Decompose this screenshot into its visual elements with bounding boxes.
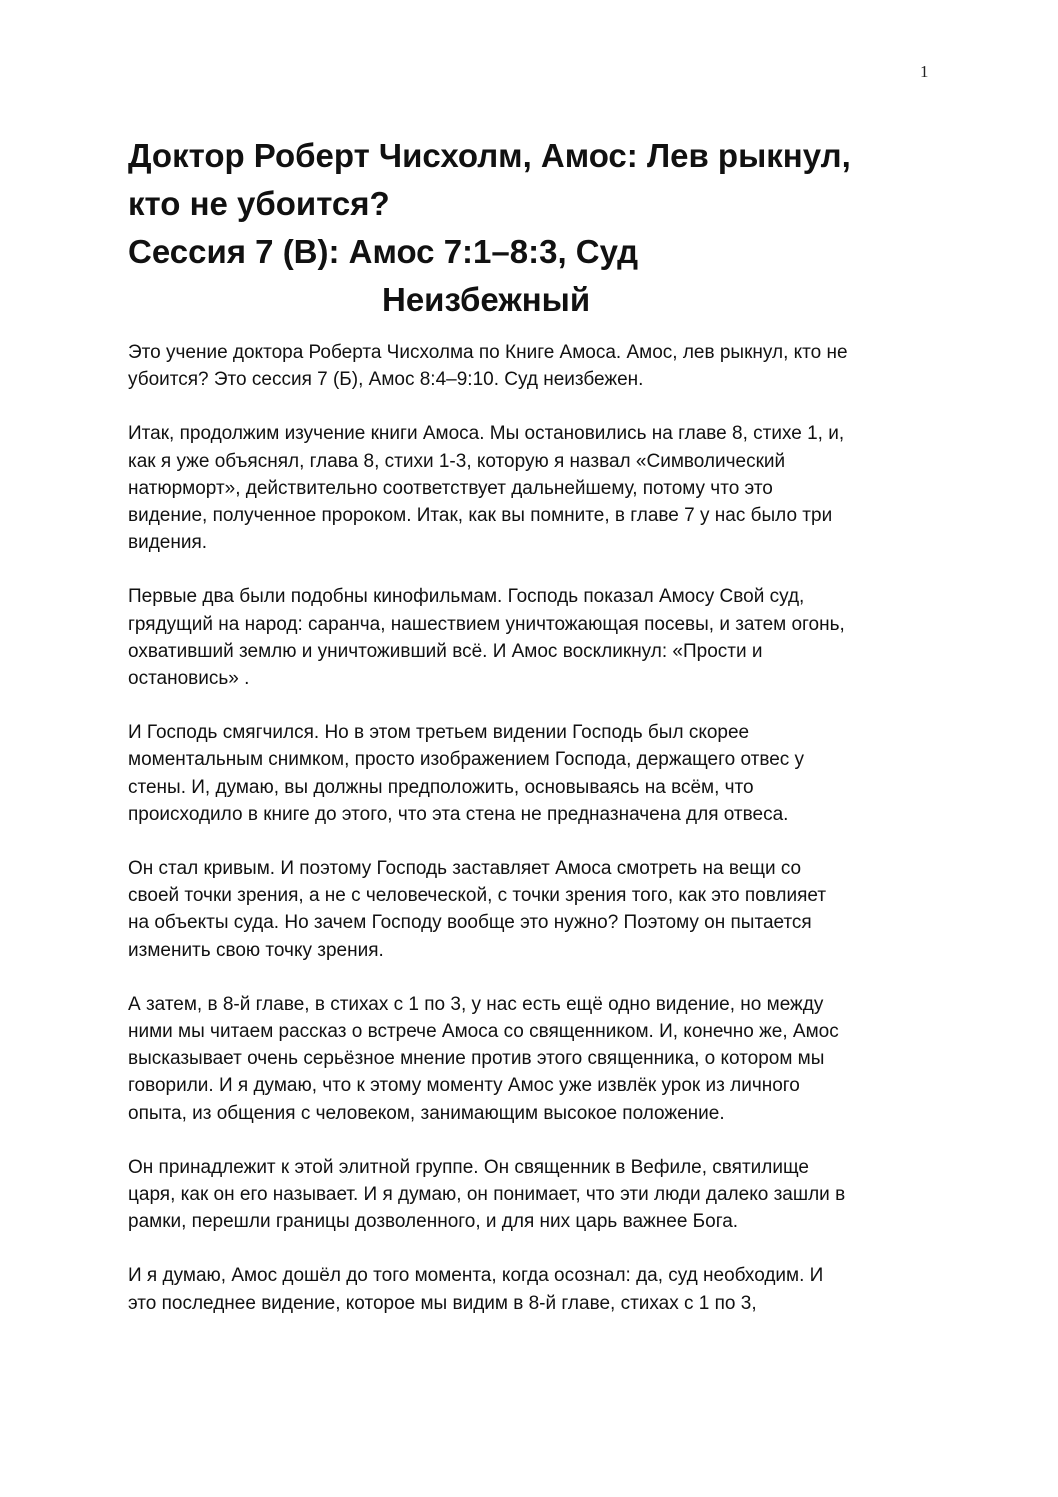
document-title xyxy=(128,132,928,324)
text-line: стены. И, думаю, вы должны предположить, основываясь на всём, что xyxy=(128,776,754,798)
text-line: как я уже объяснял, глава 8, стихи 1-3, которую я назвал «Символический xyxy=(128,450,786,472)
text-line: моментальным снимком, просто изображением Господа, держащего отвес у xyxy=(128,749,805,771)
text-line: видение, полученное пророком. Итак, как вы помните, в главе 7 у нас было три xyxy=(128,505,833,527)
text-line: высказывает очень серьёзное мнение против этого священника, о котором мы xyxy=(128,1048,825,1070)
text-line: своей точки зрения, а не с человеческой, с точки зрения того, как это повлияет xyxy=(128,885,827,907)
text-line: на объекты суда. Но зачем Господу вообще это нужно? Поэтому он пытается xyxy=(128,912,812,934)
text-line: изменить свою точку зрения. xyxy=(128,939,384,961)
title-line: Сессия 7 (В): Амос 7:1–8:3, Суд xyxy=(128,233,639,270)
text-line: остановись» . xyxy=(128,668,250,690)
paragraph-2 xyxy=(128,420,938,556)
text-line: царя, как он его называет. И я думаю, он понимает, что эти люди далеко зашли в xyxy=(128,1184,846,1206)
text-line: рамки, перешли границы дозволенного, и для них царь важнее Бога. xyxy=(128,1211,739,1233)
paragraph-7 xyxy=(128,1154,938,1236)
text-line: происходило в книге до этого, что эта стена не предназначена для отвеса. xyxy=(128,803,789,825)
paragraph-6 xyxy=(128,991,938,1127)
text-line: И я думаю, Амос дошёл до того момента, когда осознал: да, суд необходим. И xyxy=(128,1265,824,1287)
body-text xyxy=(128,339,938,1344)
text-line: говорили. И я думаю, что к этому моменту Амос уже извлёк урок из личного xyxy=(128,1075,800,1097)
text-line: опыта, из общения с человеком, занимающим высокое положение. xyxy=(128,1102,725,1124)
text-line: ними мы читаем рассказ о встрече Амоса со священником. И, конечно же, Амос xyxy=(128,1021,839,1043)
title-line: Доктор Роберт Чисхолм, Амос: Лев рыкнул, xyxy=(128,137,851,174)
paragraph-4 xyxy=(128,719,938,828)
text-line: Первые два были подобны кинофильмам. Господь показал Амосу Свой суд, xyxy=(128,586,805,608)
text-line: убоится? Это сессия 7 (Б), Амос 8:4–9:10. Суд неизбежен. xyxy=(128,369,644,391)
title-line: кто не убоится? xyxy=(128,185,390,222)
text-line: грядущий на народ: саранча, нашествием уничтожающая посевы, и затем огонь, xyxy=(128,613,845,635)
paragraph-5 xyxy=(128,855,938,964)
text-line: А затем, в 8-й главе, в стихах с 1 по 3, у нас есть ещё одно видение, но между xyxy=(128,993,824,1015)
page-number: 1 xyxy=(920,62,929,81)
text-line: И Господь смягчился. Но в этом третьем видении Господь был скорее xyxy=(128,722,750,744)
text-line: видения. xyxy=(128,532,208,554)
text-line: охвативший землю и уничтоживший всё. И Амос воскликнул: «Прости и xyxy=(128,640,763,662)
paragraph-8 xyxy=(128,1262,938,1316)
text-line: Это учение доктора Роберта Чисхолма по Книге Амоса. Амос, лев рыкнул, кто не xyxy=(128,342,848,363)
text-line: Он стал кривым. И поэтому Господь заставляет Амоса смотреть на вещи со xyxy=(128,858,802,880)
text-line: это последнее видение, которое мы видим в 8-й главе, стихах с 1 по 3, xyxy=(128,1292,757,1314)
text-line: Итак, продолжим изучение книги Амоса. Мы остановились на главе 8, стихе 1, и, xyxy=(128,423,845,445)
text-line: натюрморт», действительно соответствует дальнейшему, потому что это xyxy=(128,477,773,499)
paragraph-3 xyxy=(128,583,938,692)
paragraph-1 xyxy=(128,339,938,393)
title-line: Неизбежный xyxy=(382,281,591,318)
text-line: Он принадлежит к этой элитной группе. Он священник в Вефиле, святилище xyxy=(128,1156,809,1178)
